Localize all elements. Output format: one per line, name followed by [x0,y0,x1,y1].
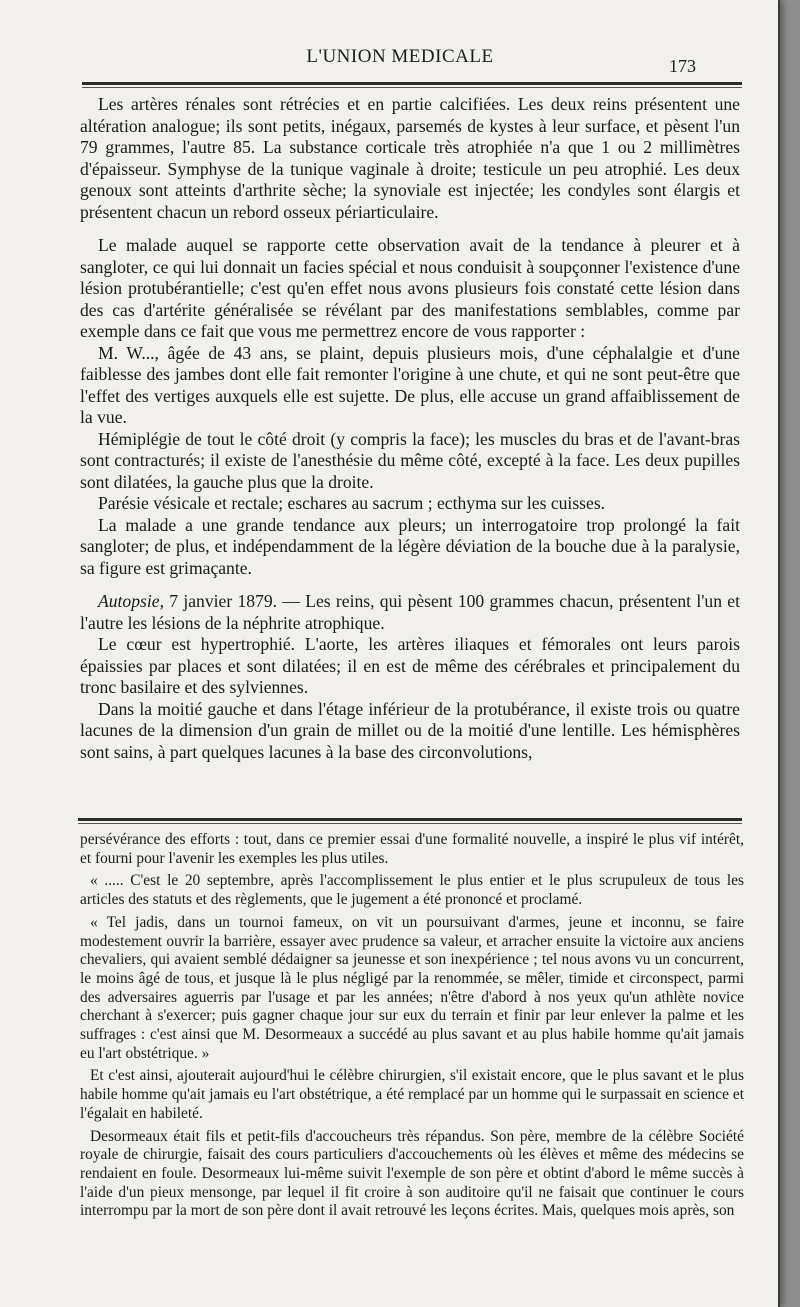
feuilleton-paragraph: Et c'est ainsi, ajouterait aujourd'hui le célèbre chirurgien, s'il existait encore, que le plus savant et le plus habile homme qu'ait jamais eu l'art obstétrique, a été remplacé par un homme qui le surpassait en science et l'égalait en habileté. [80,1067,744,1122]
header-rule-thin [82,87,742,88]
paragraph-autopsy [80,591,740,634]
page-number: 173 [669,56,696,76]
paragraph-heart-arteries: Le cœur est hypertrophié. L'aorte, les artères iliaques et fémorales ont leurs parois épaissies par places et sont dilatées; il en est de même des cérébrales et principalement du tronc basilaire et des sylviennes. [80,634,740,697]
paragraph-crying-tendency: La malade a une grande tendance aux pleurs; un interrogatoire trop prolongé la fait sangloter; de plus, et indépendamment de la légère déviation de la bouche due à la paralysie, sa figure est grimaçante. [80,514,740,578]
paragraph-case-history: M. W..., âgée de 43 ans, se plaint, depuis plusieurs mois, d'une céphalalgie et d'une faiblesse des jambes dont elle fait remonter l'origine à une chute, et qui ne sont peut-être que l'effet des vertiges auxquels elle est sujette. De plus, elle accuse un grand affaiblissement de la vue. [80,342,740,427]
feuilleton-rule-thin [78,823,742,824]
paragraph-hemiplegia: Hémiplégie de tout le côté droit (y compris la face); les muscles du bras et de l'avant-bras sont contracturés; il existe de l'anesthésie du même côté, excepté à la face. Les deux pupilles sont dilatées, la gauche plus que la droite. [80,428,740,492]
paragraph-protuberance-lesion: Le malade auquel se rapporte cette observation avait de la tendance à pleurer et à sangloter, ce qui lui donnait un facies spécial et nous conduisit à soupçonner l'existence d'une lésion protubérantielle; c'est qu'en effet nous avons plusieurs fois constaté cette lésion dans des cas d'artérite généralisée se révélant par des manifestations semblables, comme par exemple dans ce fait que vous me permettrez encore de vous rapporter : [80,235,740,341]
journal-title: L'UNION MEDICALE [306,46,494,67]
page-edge [778,0,780,1307]
paragraph-paresis: Parésie vésicale et rectale; eschares au sacrum ; ecthyma sur les cuisses. [98,493,606,513]
feuilleton-paragraph: persévérance des efforts : tout, dans ce premier essai d'une formalité nouvelle, a inspiré le plus vif intérêt, et fourni pour l'avenir les exemples les plus utiles. [80,831,744,867]
running-head [0,46,740,76]
autopsy-label: Autopsie, [98,591,164,611]
feuilleton-paragraph: « ..... C'est le 20 septembre, après l'accomplissement le plus entier et le plus scrupuleux de tous les articles des statuts et des règlements, que le jugement a été prononcé et proclamé. [80,872,744,909]
header-rule [82,82,742,85]
main-article-text [80,94,740,763]
autopsy-text: 7 janvier 1879. — Les reins, qui pèsent 100 grammes chacun, présentent l'un et l'autre les lésions de la néphrite atrophique. [80,591,740,633]
feuilleton-paragraph: « Tel jadis, dans un tournoi fameux, on vit un poursuivant d'armes, jeune et inconnu, se faire modestement ouvrir la barrière, essayer avec prudence sa valeur, et arracher ensuite la victoire aux anciens chevaliers, qui avaient semblé dédaigner sa jeunesse et son inexpérience ; tel nous avons vu un concurrent, le moins âgé de tous, et jusque là le plus négligé par la renommée, se mêler, timide et circonspect, parmi des adversaires aguerris par l'usage et par les années; n'être d'abord à nos yeux qu'un athlète novice cherchant à s'exercer; puis gagner chaque jour sur eux du terrain et finir par leur enlever la palme et les suffrages : c'est ainsi que M. Desormeaux a succédé au plus savant et au plus habile homme qu'ait jamais eu l'art obstétrique. » [80,913,744,1062]
feuilleton-text [80,831,744,1225]
paragraph-renal-findings: Les artères rénales sont rétrécies et en partie calcifiées. Les deux reins présentent une altération analogue; ils sont petits, inégaux, parsemés de kystes à leur surface, et pèsent l'un 79 grammes, l'autre 85. La substance corticale très atrophiée n'a que 1 ou 2 millimètres d'épaisseur. Symphyse de la tunique vaginale à droite; testicule un peu atrophié. Les deux genoux sont atteints d'arthrite sèche; la synoviale est injectée; les condyles sont élargis et présentent chacun un rebord osseux périarticulaire. [80,94,740,222]
paragraph-lacunes: Dans la moitié gauche et dans l'étage inférieur de la protubérance, il existe trois ou quatre lacunes de la dimension d'un grain de millet ou de la moitié d'une lentille. Les hémisphères sont sains, à part quelques lacunes à la base des circonvolutions, [80,698,740,762]
feuilleton-paragraph: Desormeaux était fils et petit-fils d'accoucheurs très répandus. Son père, membre de la célèbre Société royale de chirurgie, faisait des cours particuliers d'accouchements où les élèves et même des médecins se rendaient en foule. Desormeaux lui-même suivit l'exemple de son père et obtint d'abord le même succès à l'aide d'un pieux mensonge, par lequel il fit croire à son auditoire qu'il ne faisait que continuer le cours interrompu par la mort de son père dont il avait retrouvé les leçons écrites. Mais, quelques mois après, son [80,1127,744,1220]
feuilleton-rule [78,818,742,821]
